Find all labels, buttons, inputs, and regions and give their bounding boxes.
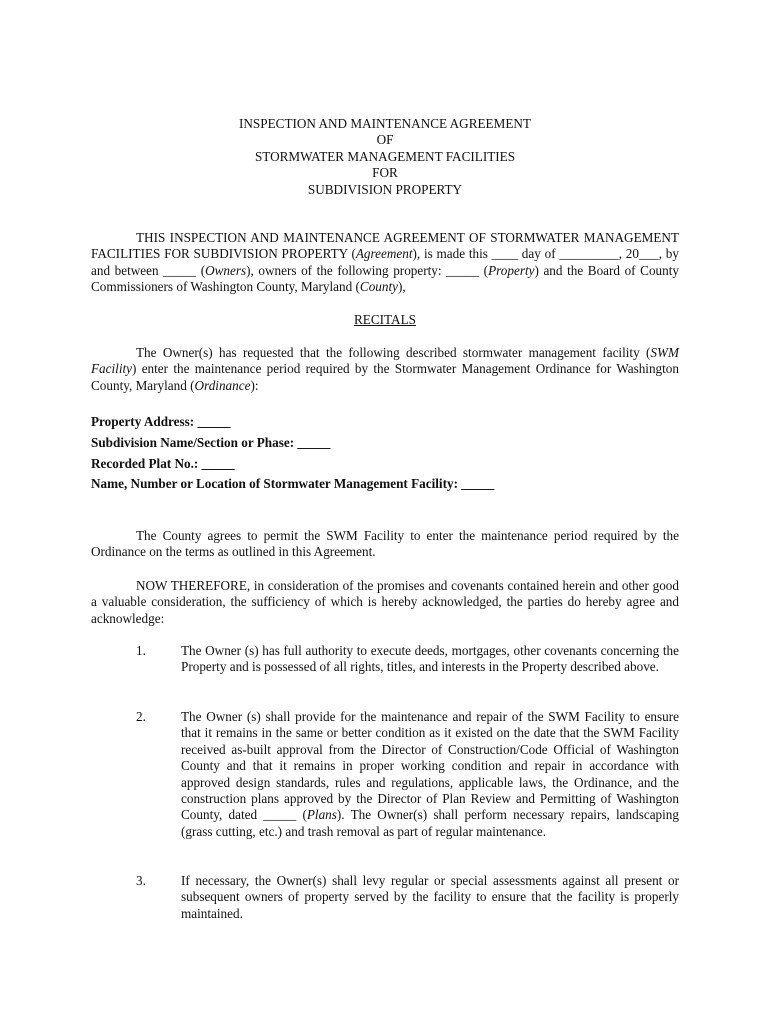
- title-line-1: INSPECTION AND MAINTENANCE AGREEMENT: [239, 116, 531, 131]
- intro-owners-term: Owners: [205, 262, 247, 278]
- item-number: 1.: [136, 643, 146, 658]
- recitals-heading: RECITALS: [354, 312, 416, 327]
- item-plans-term: Plans: [306, 807, 337, 823]
- property-address-field: Property Address: _____: [91, 414, 231, 429]
- recital-swm-term: SWM Facility: [91, 345, 679, 377]
- title-line-5: SUBDIVISION PROPERTY: [307, 181, 463, 197]
- intro-county-term: County: [359, 279, 399, 295]
- county-paragraph: The County agrees to permit the SWM Facility to enter the maintenance period required by the Ordinance on the terms as outlined in this Agreement.: [91, 528, 679, 560]
- item-number: 2.: [136, 709, 146, 724]
- title-line-2: OF: [376, 132, 394, 148]
- intro-text-3: ), owners of the following property: _____ (: [246, 262, 489, 278]
- intro-paragraph: [91, 230, 679, 296]
- item-text-part-2: ). The Owner(s) shall perform necessary repairs, landscaping (grass cutting, etc.) and trash removal as part of regular maintenance.: [181, 807, 679, 839]
- title-line-3: STORMWATER MANAGEMENT FACILITIES: [254, 148, 516, 164]
- recital-paragraph: [91, 345, 679, 394]
- recital-ordinance-term: Ordinance: [194, 377, 251, 393]
- document-title: [91, 116, 679, 198]
- recital-text-1: The Owner(s) has requested that the following described stormwater management facility (: [136, 345, 651, 360]
- intro-agreement-term: Agreement: [355, 246, 413, 262]
- now-therefore-paragraph: NOW THEREFORE, in consideration of the promises and covenants contained herein and other good a valuable consideration, the sufficiency of which is hereby acknowledged, the parties do hereby agree and acknowledge:: [91, 578, 679, 626]
- item-number: 3.: [136, 873, 146, 888]
- intro-text-2: ), is made this ____ day of _________, 20___, by and between _____ (: [91, 246, 679, 278]
- item-text: If necessary, the Owner(s) shall levy regular or special assessments against all present or subsequent owners of property served by the facility to ensure that the facility is properly maintained.: [181, 873, 679, 921]
- intro-text-1: THIS INSPECTION AND MAINTENANCE AGREEMENT OF STORMWATER MANAGEMENT FACILITIES FOR SUBDIVISION PROPERTY (: [91, 230, 679, 262]
- intro-text-4: ) and the Board of County Commissioners of Washington County, Maryland (: [91, 262, 679, 295]
- title-line-4: FOR: [372, 165, 398, 181]
- facility-location-field: Name, Number or Location of Stormwater Management Facility: _____: [91, 476, 495, 491]
- subdivision-field: Subdivision Name/Section or Phase: _____: [91, 435, 331, 450]
- recorded-plat-field: Recorded Plat No.: _____: [91, 456, 235, 471]
- intro-text-5: ),: [398, 279, 406, 295]
- recital-text-2: ) enter the maintenance period required by the Stormwater Management Ordinance for Washington County, Maryland (: [91, 361, 679, 393]
- recital-text-3: ):: [250, 377, 259, 393]
- item-text: [181, 709, 679, 840]
- intro-property-term: Property: [488, 262, 535, 278]
- item-text-part-1: The Owner (s) shall provide for the maintenance and repair of the SWM Facility to ensure that it remains in the same or better condition as it existed on the date that the SWM Facility received as-built approval from the Director of Construction/Code Official of Washington County and that it remains in proper working condition and repair in accordance with approved design standards, rules and regulations, applicable laws, the Ordinance, and the construction plans approved by the Director of Plan Review and Permitting of Washington County, dated _____ (: [181, 709, 679, 823]
- item-text: The Owner (s) has full authority to execute deeds, mortgages, other covenants concerning the Property and is possessed of all rights, titles, and interests in the Property described above.: [181, 643, 679, 675]
